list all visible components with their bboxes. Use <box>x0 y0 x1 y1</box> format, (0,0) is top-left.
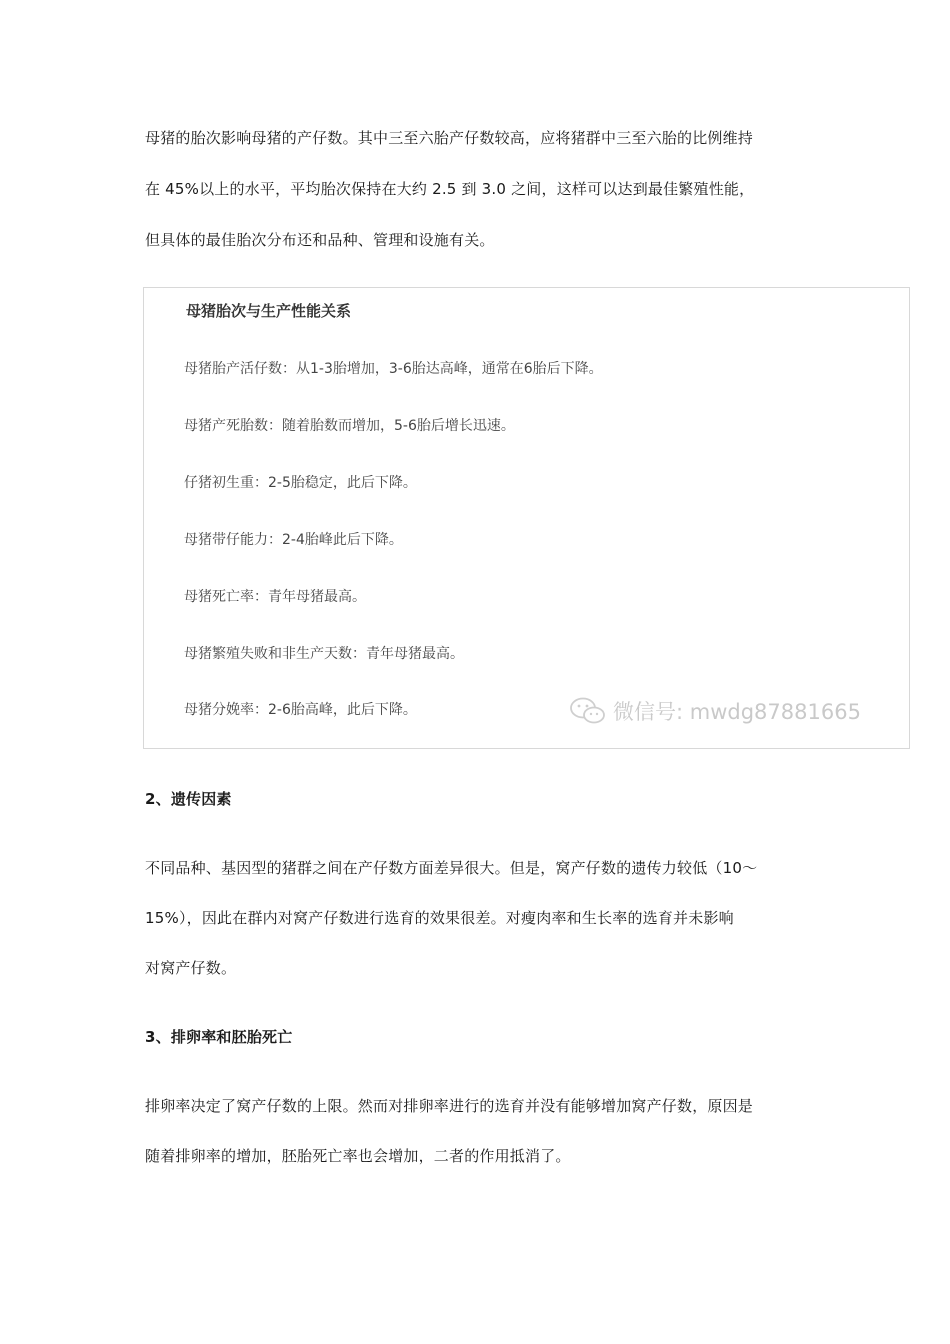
section-3-line-1: 排卵率决定了窝产仔数的上限。然而对排卵率进行的选育并没有能够增加窝产仔数，原因是 <box>145 1097 754 1115</box>
section-2-line-2: 15%），因此在群内对窝产仔数进行选育的效果很差。对瘦肉率和生长率的选育并未影响 <box>145 909 734 927</box>
figure-item-4: 母猪带仔能力：2-4胎峰此后下降。 <box>184 532 403 548</box>
section-3-heading: 3、排卵率和胚胎死亡 <box>145 1028 293 1046</box>
section-2-line-1: 不同品种、基因型的猪群之间在产仔数方面差异很大。但是，窝产仔数的遗传力较低（10～ <box>145 859 758 877</box>
figure-item-7: 母猪分娩率：2-6胎高峰，此后下降。 <box>184 702 417 718</box>
embedded-figure <box>143 287 910 749</box>
figure-item-1: 母猪胎产活仔数：从1-3胎增加，3-6胎达高峰，通常在6胎后下降。 <box>184 361 603 377</box>
intro-line-1: 母猪的胎次影响母猪的产仔数。其中三至六胎产仔数较高，应将猪群中三至六胎的比例维持 <box>145 129 754 147</box>
wechat-icon <box>569 696 607 726</box>
section-2-heading: 2、遗传因素 <box>145 790 232 808</box>
figure-item-3: 仔猪初生重：2-5胎稳定，此后下降。 <box>184 475 417 491</box>
watermark <box>569 696 861 726</box>
figure-item-6: 母猪繁殖失败和非生产天数：青年母猪最高。 <box>184 646 464 662</box>
figure-item-5: 母猪死亡率：青年母猪最高。 <box>184 589 366 605</box>
figure-title: 母猪胎次与生产性能关系 <box>186 302 352 320</box>
section-2-line-3: 对窝产仔数。 <box>145 959 237 977</box>
intro-line-3: 但具体的最佳胎次分布还和品种、管理和设施有关。 <box>145 231 495 249</box>
section-3-line-2: 随着排卵率的增加，胚胎死亡率也会增加，二者的作用抵消了。 <box>145 1147 571 1165</box>
watermark-text: 微信号: mwdg87881665 <box>613 700 861 724</box>
intro-line-2: 在 45%以上的水平，平均胎次保持在大约 2.5 到 3.0 之间，这样可以达到最佳繁殖性能， <box>145 180 755 198</box>
figure-item-2: 母猪产死胎数：随着胎数而增加，5-6胎后增长迅速。 <box>184 418 515 434</box>
